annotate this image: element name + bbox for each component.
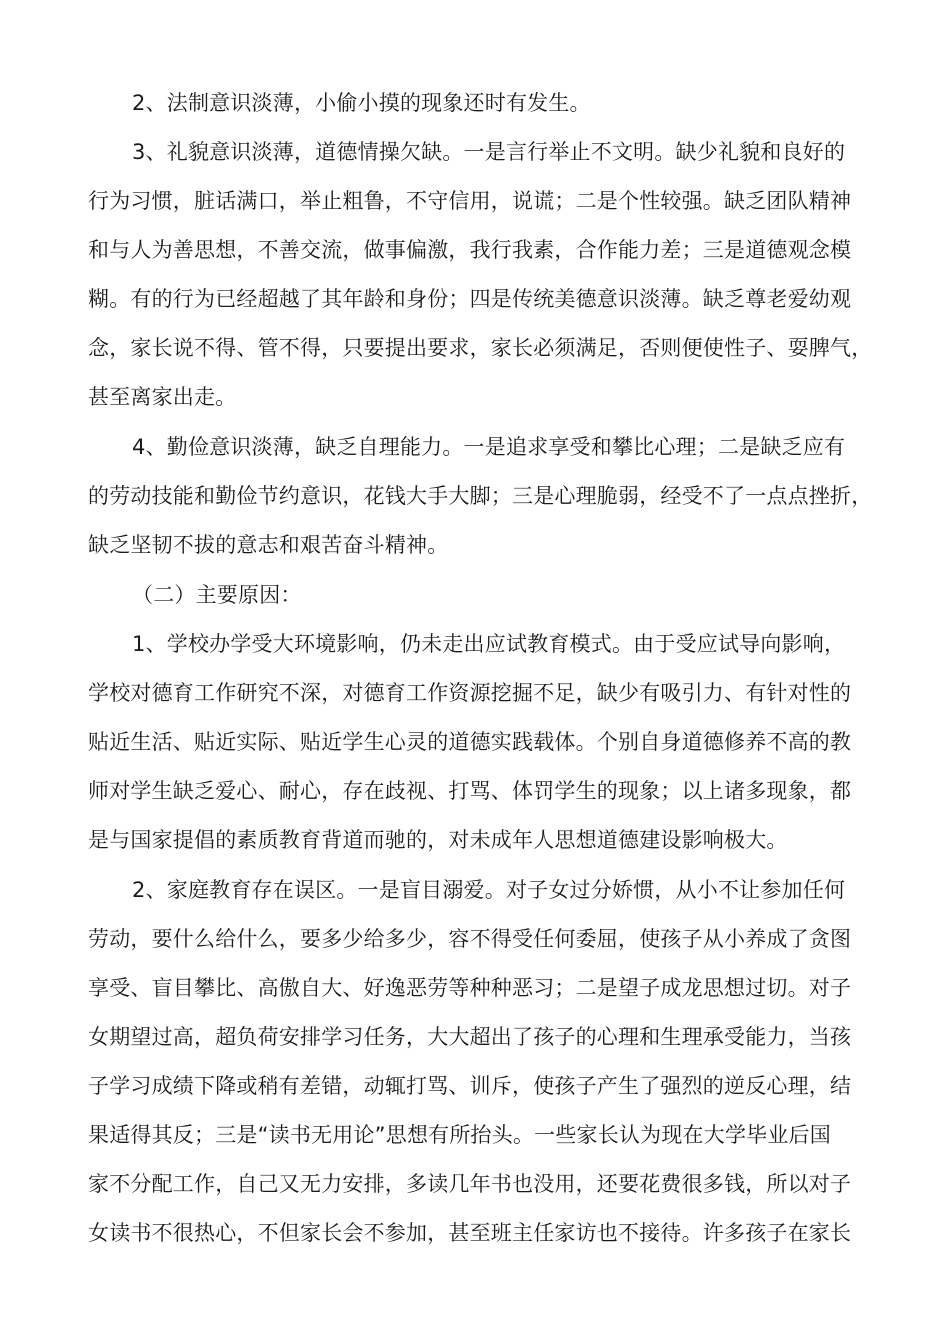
text-line: 师对学生缺乏爱心、耐心，存在歧视、打骂、体罚学生的现象；以上诸多现象，都: [88, 779, 852, 803]
text-line: 女读书不很热心，不但家长会不参加，甚至班主任家访也不接待。许多孩子在家长: [88, 1221, 852, 1245]
text-line: 享受、盲目攀比、高傲自大、好逸恶劳等种种恶习；二是望子成龙思想过切。对子: [88, 976, 852, 1000]
text-line: 是与国家提倡的素质教育背道而驰的，对未成年人思想道德建设影响极大。: [88, 828, 788, 852]
text-line: 贴近生活、贴近实际、贴近学生心灵的道德实践载体。个别自身道德修养不高的教: [88, 730, 852, 754]
section-heading-main-causes: [88, 571, 910, 620]
text-line: 3、礼貌意识淡薄，道德情操欠缺。一是言行举止不文明。缺少礼貌和良好的: [132, 140, 846, 164]
paragraph-family-education: [88, 866, 910, 1258]
text-line: 果适得其反；三是“读书无用论”思想有所抬头。一些家长认为现在大学毕业后国: [88, 1123, 831, 1147]
paragraph-thrift-awareness: [88, 423, 910, 570]
text-line: 2、家庭教育存在误区。一是盲目溺爱。对子女过分娇惯，从小不让参加任何: [132, 878, 846, 902]
text-line: 念，家长说不得、管不得，只要提出要求，家长必须满足，否则便使性子、耍脾气，: [88, 336, 873, 360]
text-line: （二）主要原因：: [132, 583, 302, 607]
text-line: 家不分配工作，自己又无力安排，多读几年书也没用，还要花费很多钱，所以对子: [88, 1172, 852, 1196]
paragraph-courtesy-awareness: [88, 128, 910, 422]
text-line: 行为习惯，脏话满口，举止粗鲁，不守信用，说谎；二是个性较强。缺乏团队精神: [88, 189, 852, 213]
text-line: 1、学校办学受大环境影响，仍未走出应试教育模式。由于受应试导向影响，: [132, 632, 846, 656]
text-line: 糊。有的行为已经超越了其年龄和身份；四是传统美德意识淡薄。缺乏尊老爱幼观: [88, 287, 852, 311]
text-line: 4、勤俭意识淡薄，缺乏自理能力。一是追求享受和攀比心理；二是缺乏应有: [132, 435, 846, 459]
text-line: 学校对德育工作研究不深，对德育工作资源挖掘不足，缺少有吸引力、有针对性的: [88, 681, 852, 705]
paragraph-school-influence: [88, 620, 910, 865]
text-line: 甚至离家出走。: [88, 385, 237, 409]
text-line: 和与人为善思想，不善交流，做事偏激，我行我素，合作能力差；三是道德观念模: [88, 238, 852, 262]
text-line: 子学习成绩下降或稍有差错，动辄打骂、训斥，使孩子产生了强烈的逆反心理，结: [88, 1074, 852, 1098]
text-line: 劳动，要什么给什么，要多少给多少，容不得受任何委屈，使孩子从小养成了贪图: [88, 927, 852, 951]
paragraph-legal-awareness: [88, 79, 910, 128]
text-line: 女期望过高，超负荷安排学习任务，大大超出了孩子的心理和生理承受能力，当孩: [88, 1025, 852, 1049]
text-line: 缺乏坚韧不拔的意志和艰苦奋斗精神。: [88, 533, 449, 557]
text-line: 的劳动技能和勤俭节约意识，花钱大手大脚；三是心理脆弱，经受不了一点点挫折，: [88, 484, 873, 508]
text-line: 2、法制意识淡薄，小偷小摸的现象还时有发生。: [132, 91, 591, 115]
